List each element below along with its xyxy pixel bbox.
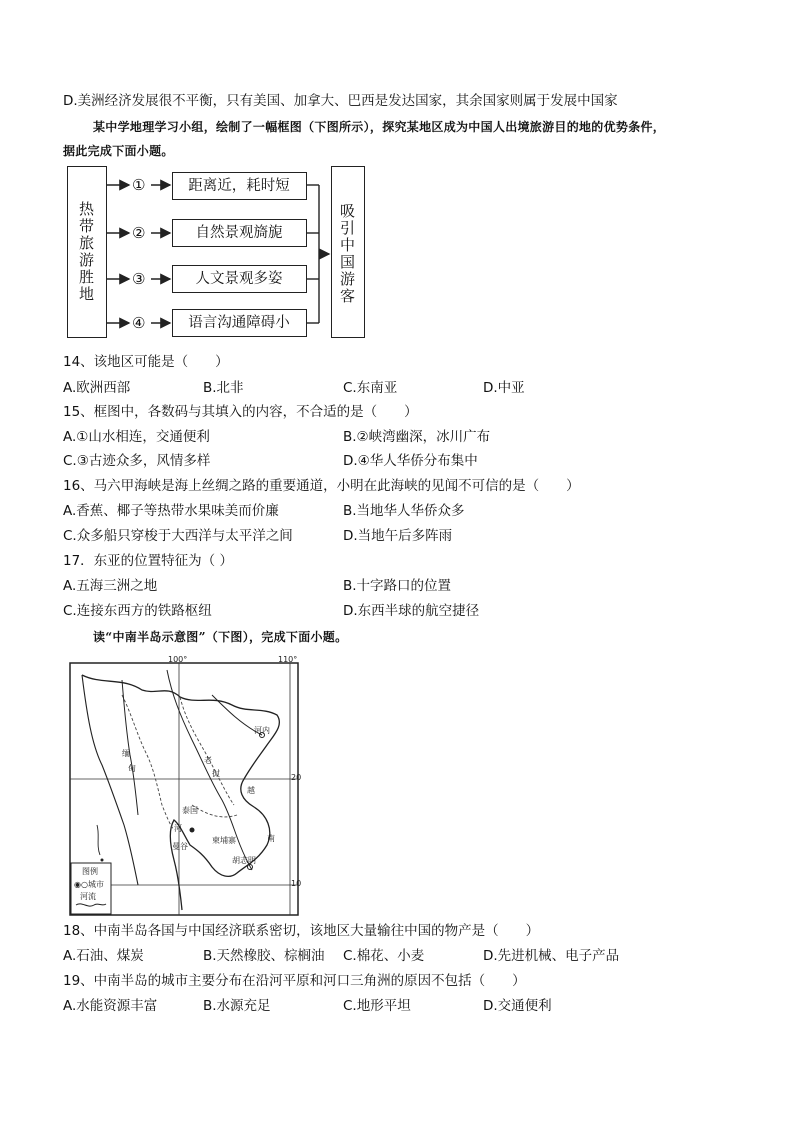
left-box: 热 带 旅 游 胜 地	[67, 166, 107, 338]
q14-option-c: C.东南亚	[343, 380, 398, 396]
q17-stem: 17．东亚的位置特征为（ ）	[63, 553, 233, 569]
num-2: ②	[132, 224, 146, 242]
q14-option-a: A.欧洲西部	[63, 380, 131, 396]
q16-stem: 16、马六甲海峡是海上丝绸之路的重要通道，小明在此海峡的见闻不可信的是（ ）	[63, 478, 580, 494]
q17-option-a: A.五海三洲之地	[63, 578, 158, 594]
map-label-thailand: 泰国	[182, 806, 198, 815]
q18-option-a: A.石油、煤炭	[63, 948, 144, 964]
q18-option-d: D.先进机械、电子产品	[483, 948, 620, 964]
map-label-wo: 挝	[212, 769, 220, 778]
map-label-dian: 甸	[128, 764, 136, 773]
q16-option-b: B.当地华人华侨众多	[343, 503, 465, 519]
num-3: ③	[132, 270, 146, 288]
item-box-4: 语言沟通障碍小	[172, 309, 307, 337]
intro-text-1: 某中学地理学习小组，绘制了一幅框图（下图所示），探究某地区成为中国人出境旅游目的地的优势条件，	[93, 120, 666, 134]
map-label-nan: 南	[267, 834, 275, 843]
lon-label-100: 100°	[168, 655, 188, 664]
intro-text-1-cont: 据此完成下面小题。	[63, 144, 174, 158]
q19-option-c: C.地形平坦	[343, 998, 411, 1014]
item-box-3: 人文景观多姿	[172, 265, 307, 293]
map-label-river: 河	[174, 824, 182, 833]
q19-option-b: B.水源充足	[203, 998, 271, 1014]
q14-option-d: D.中亚	[483, 380, 525, 396]
map-label-hanoi: 河内	[254, 726, 270, 735]
lon-label-110: 110°	[278, 655, 298, 664]
option-d-text: D.美洲经济发展很不平衡，只有美国、加拿大、巴西是发达国家，其余国家则属于发展中国家	[63, 93, 618, 109]
item-box-2: 自然景观旖旎	[172, 219, 307, 247]
map-label-lao: 老	[204, 756, 212, 765]
legend-city: ◉○城市	[74, 880, 104, 889]
q16-option-d: D.当地午后多阵雨	[343, 528, 453, 544]
q15-option-d: D.④华人华侨分布集中	[343, 453, 478, 469]
q14-stem: 14、该地区可能是（ ）	[63, 354, 229, 370]
item-box-1: 距离近，耗时短	[172, 172, 307, 200]
intro-text-2: 读“中南半岛示意图”（下图），完成下面小题。	[93, 630, 348, 644]
q14-option-b: B.北非	[203, 380, 244, 396]
map-label-mian: 缅	[122, 749, 130, 758]
framework-diagram	[67, 166, 367, 338]
q15-option-b: B.②峡湾幽深，冰川广布	[343, 429, 491, 445]
q18-option-b: B.天然橡胶、棕榈油	[203, 948, 325, 964]
q16-option-a: A.香蕉、椰子等热带水果味美而价廉	[63, 503, 279, 519]
map-label-bangkok: 曼谷	[172, 842, 188, 851]
num-1: ①	[132, 176, 146, 194]
map-label-hcm: 胡志明	[232, 856, 256, 865]
q16-option-c: C.众多船只穿梭于大西洋与太平洋之间	[63, 528, 293, 544]
q18-stem: 18、中南半岛各国与中国经济联系密切，该地区大量输往中国的物产是（ ）	[63, 923, 540, 939]
legend-river: 河流	[80, 892, 96, 901]
map-label-cambodia: 柬埔寨	[212, 836, 236, 845]
q19-option-a: A.水能资源丰富	[63, 998, 158, 1014]
q17-option-c: C.连接东西方的铁路枢纽	[63, 603, 212, 619]
num-4: ④	[132, 314, 146, 332]
map-label-yue: 越	[247, 786, 255, 795]
q19-option-d: D.交通便利	[483, 998, 552, 1014]
q15-stem: 15、框图中，各数码与其填入的内容，不合适的是（ ）	[63, 404, 418, 420]
map-drawing	[62, 655, 306, 917]
lat-label-10: 10	[291, 879, 302, 888]
q17-option-d: D.东西半球的航空捷径	[343, 603, 480, 619]
indochina-map	[62, 655, 306, 917]
q15-option-c: C.③古迹众多，风情多样	[63, 453, 211, 469]
q17-option-b: B.十字路口的位置	[343, 578, 452, 594]
right-box: 吸 引 中 国 游 客	[331, 166, 365, 338]
legend-title: 图例	[82, 867, 98, 876]
q15-option-a: A.①山水相连，交通便利	[63, 429, 210, 445]
q18-option-c: C.棉花、小麦	[343, 948, 425, 964]
q19-stem: 19、中南半岛的城市主要分布在沿河平原和河口三角洲的原因不包括（ ）	[63, 973, 526, 989]
lat-label-20: 20	[291, 773, 302, 782]
